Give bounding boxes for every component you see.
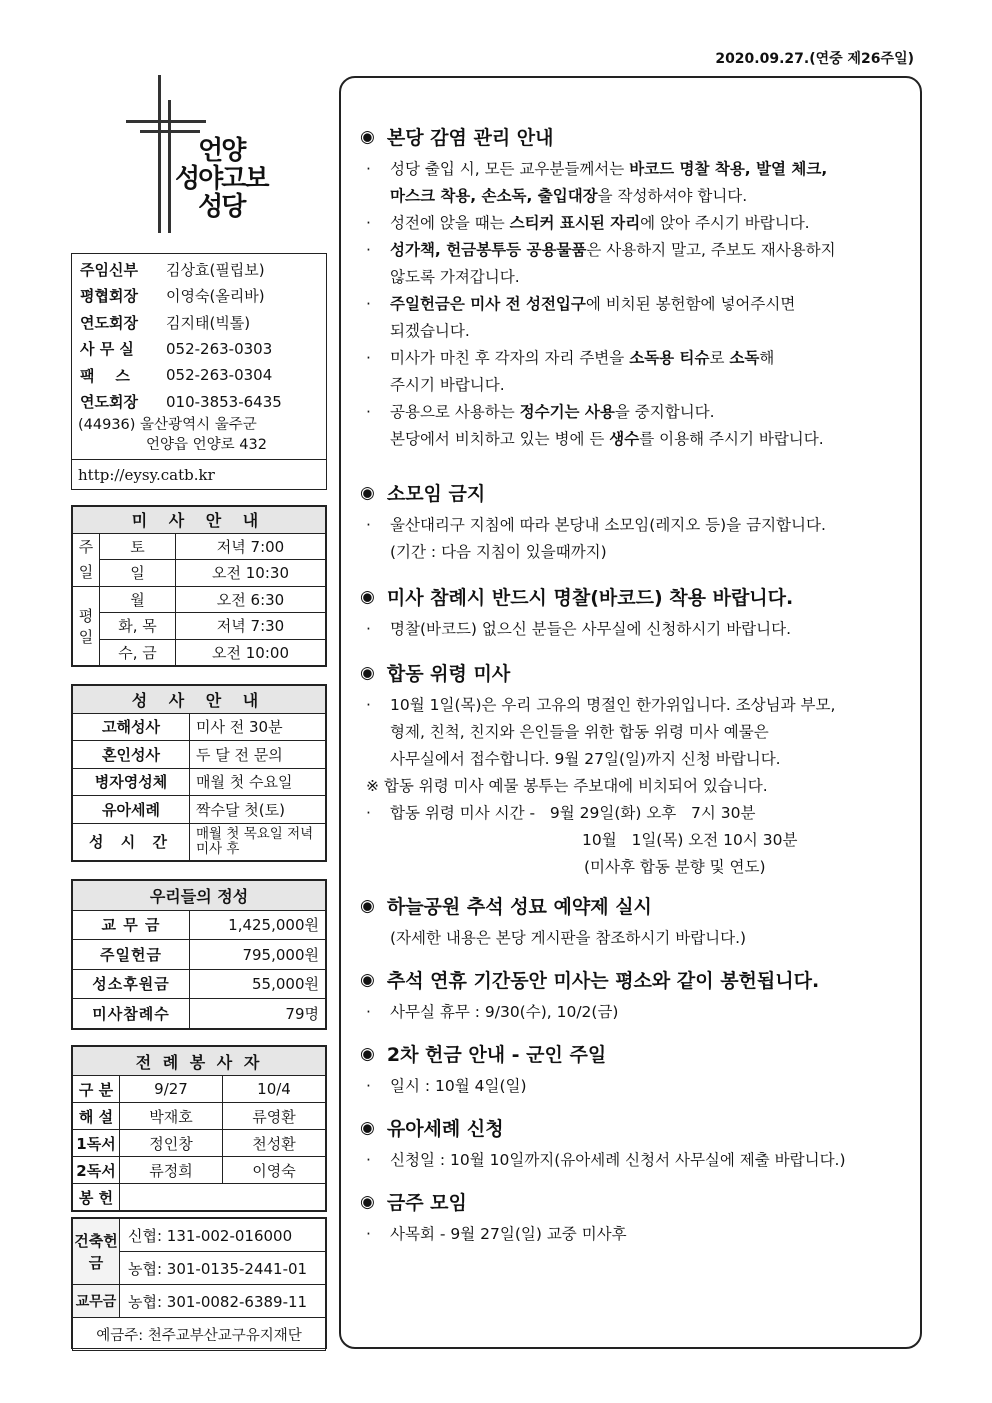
cross-icon <box>158 75 161 233</box>
section-title <box>360 1188 915 1215</box>
bullet-icon: ◉ <box>360 1191 375 1212</box>
section-text <box>360 512 915 566</box>
bullet-icon: ◉ <box>360 969 375 990</box>
sacrament-label: 병자영성체 <box>73 768 190 796</box>
offering-value: 1,425,000원 <box>190 910 326 940</box>
text-span: 로 <box>709 349 730 367</box>
section-title-text: 미사 참례시 반드시 명찰(바코드) 착용 바랍니다. <box>386 587 794 609</box>
text-span: 사무실 휴무 : 9/30(수), 10/2(금) <box>390 1003 619 1021</box>
text-span: 미사가 마친 후 각자의 자리 주변을 <box>390 349 630 367</box>
contact-row <box>72 362 326 389</box>
section-title-text: 추석 연휴 기간동안 미사는 평소와 같이 봉헌됩니다. <box>386 970 820 992</box>
sacrament-value: 두 달 전 문의 <box>190 741 326 769</box>
bullet-icon: ◉ <box>360 482 375 503</box>
section-no-meetings <box>360 479 915 566</box>
contact-row <box>72 336 326 363</box>
dot-icon: · <box>366 620 371 638</box>
server-role: 1독서 <box>73 1130 120 1157</box>
text-bold: 성가책, 헌금봉투등 공용물품 <box>390 241 587 259</box>
server-role: 봉 헌 <box>73 1184 120 1211</box>
text-span: 주시기 바랍니다. <box>390 376 505 394</box>
parish-name-line3: 성당 <box>198 192 245 222</box>
text-span: 형제, 친척, 친지와 은인들을 위한 합동 위령 미사 예물은 <box>390 723 769 741</box>
text-span: 울산대리구 지침에 따라 본당내 소모임(레지오 등)을 금지합니다. <box>390 516 826 534</box>
text-span: 은 사용하지 말고, 주보도 재사용하지 <box>586 241 836 259</box>
account-holder: 예금주: 천주교부산교구유지재단 <box>73 1318 326 1351</box>
section-text <box>360 1073 915 1100</box>
parish-name <box>175 137 267 221</box>
section-text <box>360 156 915 453</box>
mass-time: 오전 10:30 <box>176 560 326 587</box>
section-second-collection <box>360 1040 915 1100</box>
dot-icon: · <box>366 160 371 178</box>
server-role: 2독서 <box>73 1157 120 1184</box>
bullet-icon: ◉ <box>360 1043 375 1064</box>
bank-accounts <box>71 1217 327 1349</box>
text-span: (미사후 합동 분향 및 연도) <box>584 858 766 876</box>
sacrament-value: 미사 전 30분 <box>190 713 326 741</box>
section-text <box>360 692 915 881</box>
dot-icon: · <box>366 295 371 313</box>
section-text <box>360 616 915 643</box>
dot-icon: · <box>366 349 371 367</box>
building-fund-label: 건축헌금 <box>73 1219 120 1285</box>
servers-header: 9/27 <box>120 1076 223 1103</box>
sunday-label: 주일 <box>73 533 100 586</box>
text-span: 에 앉아 주시기 바랍니다. <box>640 214 810 232</box>
cross-icon-bar <box>126 120 206 123</box>
address-line2: 언양읍 언양로 432 <box>146 437 267 453</box>
server-name: 천성환 <box>223 1130 326 1157</box>
contact-value: 052-263-0303 <box>166 339 273 358</box>
contact-value: 김지태(빅톨) <box>166 313 251 332</box>
section-memorial-mass <box>360 659 915 881</box>
text-bold: 정수기는 사용 <box>519 403 615 421</box>
account-number: 농협: 301-0135-2441-01 <box>120 1252 326 1285</box>
text-bold: 마스크 착용, 손소독, 출입대장 <box>390 187 598 205</box>
section-title-text: 2차 헌금 안내 - 군인 주일 <box>386 1044 607 1066</box>
text-bold: 스티커 표시된 자리 <box>509 214 641 232</box>
sacrament-schedule <box>71 684 327 862</box>
contact-value: 이영숙(올리바) <box>166 287 265 306</box>
offering-value: 55,000원 <box>190 969 326 999</box>
text-span: 사목회 - 9월 27일(일) 교중 미사후 <box>390 1225 627 1243</box>
mass-time: 저녁 7:00 <box>176 533 326 560</box>
section-text <box>360 999 915 1026</box>
section-text <box>360 925 915 952</box>
text-span: 를 이용해 주시기 바랍니다. <box>639 430 824 448</box>
account-number: 농협: 301-0082-6389-11 <box>120 1285 326 1318</box>
bulletin-date: 2020.09.27.(연중 제26주일) <box>715 51 914 67</box>
weekday-label: 평일 <box>73 586 100 666</box>
offering-label: 미사참례수 <box>73 999 190 1029</box>
text-span: 해 <box>759 349 775 367</box>
text-span: 명찰(바코드) 없으신 분들은 사무실에 신청하시기 바랍니다. <box>390 620 792 638</box>
server-name <box>120 1184 326 1211</box>
parish-name-line2: 성야고보 <box>175 164 268 194</box>
section-infection-control <box>360 123 915 453</box>
contact-label: 평협회장 <box>80 287 138 306</box>
text-span: (기간 : 다음 지침이 있을때까지) <box>390 543 607 561</box>
contact-value: 010-3853-6435 <box>166 392 282 411</box>
sacrament-value: 매월 첫 목요일 저녁미사 후 <box>190 823 326 860</box>
mass-day: 화, 목 <box>100 613 176 640</box>
offering-value: 795,000원 <box>190 940 326 970</box>
section-weekly-meeting <box>360 1188 915 1248</box>
sacrament-label: 혼인성사 <box>73 741 190 769</box>
address <box>72 415 326 455</box>
section-title <box>360 479 915 506</box>
mass-time: 저녁 7:30 <box>176 613 326 640</box>
dot-icon: · <box>366 1003 371 1021</box>
text-span: 않도록 가져갑니다. <box>390 268 520 286</box>
section-title-text: 유아세례 신청 <box>386 1118 504 1140</box>
dot-icon: · <box>366 241 371 259</box>
account-number: 신협: 131-002-016000 <box>120 1219 326 1252</box>
tithe-label: 교무금 <box>73 1285 120 1318</box>
section-title <box>360 659 915 686</box>
dot-icon: · <box>366 1151 371 1169</box>
sacrament-value: 매월 첫 수요일 <box>190 768 326 796</box>
bullet-icon: ◉ <box>360 586 375 607</box>
contact-row <box>72 389 326 416</box>
sacrament-label: 고해성사 <box>73 713 190 741</box>
offering-label: 성소후원금 <box>73 969 190 999</box>
server-name: 정인창 <box>120 1130 223 1157</box>
section-title <box>360 892 915 919</box>
dot-icon: · <box>366 516 371 534</box>
section-title <box>360 1040 915 1067</box>
text-span: 일시 : 10월 4일(일) <box>390 1077 527 1095</box>
offering-summary <box>71 879 327 1030</box>
section-title-text: 하늘공원 추석 성묘 예약제 실시 <box>386 896 652 918</box>
servers-header: 구 분 <box>73 1076 120 1103</box>
cross-icon-bar2 <box>140 130 200 133</box>
section-text <box>360 1147 915 1174</box>
text-bold: 바코드 명찰 착용, 발열 체크, <box>629 160 828 178</box>
offering-label: 교 무 금 <box>73 910 190 940</box>
section-infant-baptism <box>360 1114 915 1174</box>
mass-schedule <box>71 505 327 667</box>
server-name: 이영숙 <box>223 1157 326 1184</box>
dot-icon: · <box>366 214 371 232</box>
text-span: 성전에 앉을 때는 <box>390 214 510 232</box>
section-name-tag <box>360 583 915 643</box>
section-title <box>360 966 915 993</box>
mass-day: 수, 금 <box>100 639 176 666</box>
contact-label: 사 무 실 <box>80 340 134 359</box>
contact-box <box>71 253 327 490</box>
contact-label: 팩 스 <box>80 366 130 385</box>
parish-logo <box>120 75 280 235</box>
mass-day: 일 <box>100 560 176 587</box>
mass-day: 토 <box>100 533 176 560</box>
text-span: 신청일 : 10월 10일까지(유아세례 신청서 사무실에 제출 바랍니다.) <box>390 1151 846 1169</box>
server-name: 류정희 <box>120 1157 223 1184</box>
section-text <box>360 1221 915 1248</box>
server-name: 박재호 <box>120 1103 223 1130</box>
section-cemetery <box>360 892 915 952</box>
bullet-icon: ◉ <box>360 895 375 916</box>
text-span: 을 중지합니다. <box>614 403 715 421</box>
dot-icon: · <box>366 403 371 421</box>
servers-header: 10/4 <box>223 1076 326 1103</box>
section-title-text: 합동 위령 미사 <box>386 663 511 685</box>
liturgy-servers <box>71 1045 327 1212</box>
sacrament-label: 성 시 간 <box>73 823 190 860</box>
sacrament-value: 짝수달 첫(토) <box>190 796 326 824</box>
servers-title: 전 례 봉 사 자 <box>73 1047 326 1076</box>
website-link[interactable]: http://eysy.catb.kr <box>72 459 326 484</box>
section-title-text: 소모임 금지 <box>386 483 486 505</box>
text-bold: 소독용 티슈 <box>629 349 710 367</box>
contact-label: 연도회장 <box>80 393 138 412</box>
contact-value: 김상효(필립보) <box>166 260 265 279</box>
dot-icon: · <box>366 696 371 714</box>
mass-schedule-title: 미 사 안 내 <box>73 507 326 534</box>
address-line1: (44936) 울산광역시 울주군 <box>78 417 257 433</box>
contact-row <box>72 256 326 283</box>
text-span: 성당 출입 시, 모든 교우분들께서는 <box>390 160 630 178</box>
offering-title: 우리들의 정성 <box>73 881 326 911</box>
contact-value: 052-263-0304 <box>166 366 273 385</box>
bullet-icon: ◉ <box>360 126 375 147</box>
sacrament-label: 유아세례 <box>73 796 190 824</box>
section-title-text: 금주 모임 <box>386 1192 467 1214</box>
section-title <box>360 583 915 610</box>
text-span: 본당에서 비치하고 있는 병에 든 <box>390 430 610 448</box>
section-holiday-mass <box>360 966 915 1026</box>
offering-value: 79명 <box>190 999 326 1029</box>
text-bold: 소독 <box>729 349 760 367</box>
text-span: 10월 1일(목)은 우리 고유의 명절인 한가위입니다. 조상님과 부모, <box>390 696 836 714</box>
contact-row <box>72 309 326 336</box>
server-role: 해 설 <box>73 1103 120 1130</box>
text-span: 에 비치된 봉헌함에 넣어주시면 <box>585 295 796 313</box>
bullet-icon: ◉ <box>360 1117 375 1138</box>
text-span: 을 작성하셔야 합니다. <box>597 187 748 205</box>
parish-name-line1: 언양 <box>198 136 245 166</box>
mass-time: 오전 6:30 <box>176 586 326 613</box>
text-span: 공용으로 사용하는 <box>390 403 520 421</box>
text-span: 되겠습니다. <box>390 322 470 340</box>
text-span: 사무실에서 접수합니다. 9월 27일(일)까지 신청 바랍니다. <box>390 750 781 768</box>
section-title <box>360 123 915 150</box>
text-span: 합동 위령 미사 시간 - 9월 29일(화) 오후 7시 30분 <box>390 804 756 822</box>
text-bold: 생수 <box>609 430 640 448</box>
text-span: ※ 합동 위령 미사 예물 봉투는 주보대에 비치되어 있습니다. <box>366 777 768 795</box>
contact-row <box>72 283 326 310</box>
sacrament-title: 성 사 안 내 <box>73 686 326 714</box>
mass-time: 오전 10:00 <box>176 639 326 666</box>
section-title-text: 본당 감염 관리 안내 <box>386 127 554 149</box>
text-span: (자세한 내용은 본당 게시판을 참조하시기 바랍니다.) <box>390 929 747 947</box>
bullet-icon: ◉ <box>360 662 375 683</box>
mass-day: 월 <box>100 586 176 613</box>
contact-label: 주임신부 <box>80 260 138 279</box>
text-span: 10월 1일(목) 오전 10시 30분 <box>582 831 798 849</box>
section-title <box>360 1114 915 1141</box>
text-bold: 주일헌금은 미사 전 성전입구 <box>390 295 586 313</box>
server-name: 류영환 <box>223 1103 326 1130</box>
dot-icon: · <box>366 804 371 822</box>
dot-icon: · <box>366 1077 371 1095</box>
contact-label: 연도회장 <box>80 313 138 332</box>
offering-label: 주일헌금 <box>73 940 190 970</box>
dot-icon: · <box>366 1225 371 1243</box>
